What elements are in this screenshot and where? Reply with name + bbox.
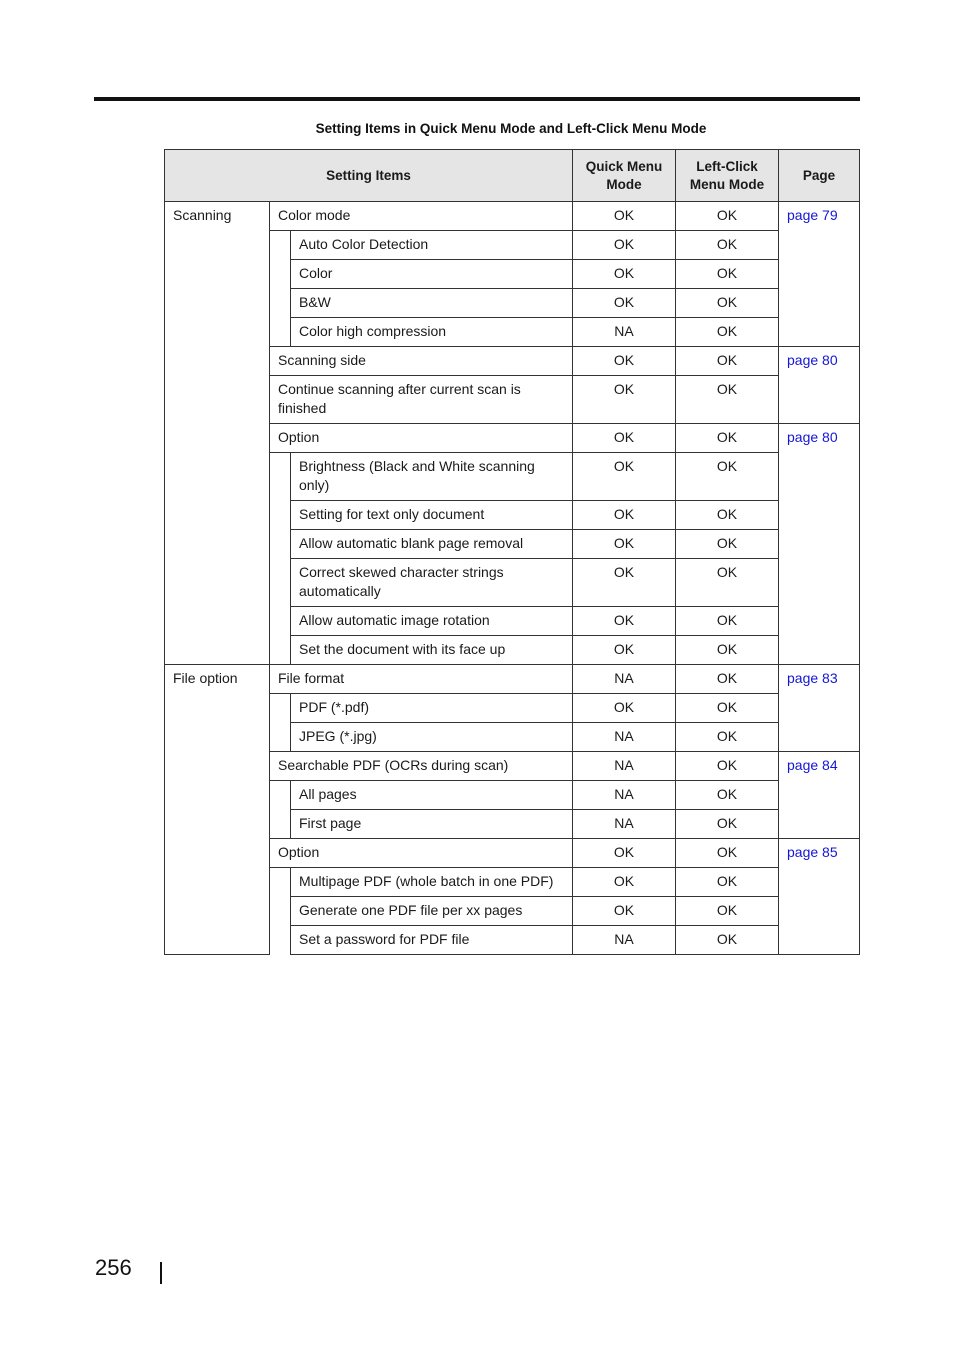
quick-menu-cell: OK [573,607,676,636]
header-page: Page [779,150,860,202]
quick-menu-cell: OK [573,636,676,665]
left-click-cell: OK [676,453,779,501]
quick-menu-cell: OK [573,530,676,559]
item-cell: Option [270,839,573,868]
quick-menu-cell: OK [573,501,676,530]
quick-menu-cell: NA [573,752,676,781]
page-link[interactable]: page 80 [787,352,838,368]
sub-item-cell: Multipage PDF (whole batch in one PDF) [291,868,573,897]
left-click-cell: OK [676,752,779,781]
page-link-cell [779,202,860,347]
left-click-cell: OK [676,636,779,665]
item-cell: Color mode [270,202,573,231]
left-click-cell: OK [676,559,779,607]
table-row [165,376,860,424]
quick-menu-cell: OK [573,231,676,260]
top-rule [94,97,860,101]
sub-item-cell: Brightness (Black and White scanning only) [291,453,573,501]
page-link-cell [779,665,860,752]
sub-item-cell: Color [291,260,573,289]
quick-menu-cell: NA [573,723,676,752]
page-link-cell [779,424,860,665]
sub-item-cell: Color high compression [291,318,573,347]
quick-menu-cell: NA [573,318,676,347]
table-row [165,694,860,723]
sub-item-cell: Correct skewed character strings automatically [291,559,573,607]
left-click-cell: OK [676,665,779,694]
page-link[interactable]: page 79 [787,207,838,223]
sub-item-cell: Allow automatic image rotation [291,607,573,636]
table-row [165,752,860,781]
quick-menu-cell: OK [573,839,676,868]
table-row [165,665,860,694]
left-click-cell: OK [676,926,779,955]
header-quick-menu-mode: Quick Menu Mode [573,150,676,202]
page-number: 256 [95,1255,132,1280]
sub-item-cell: Generate one PDF file per xx pages [291,897,573,926]
item-cell: Continue scanning after current scan is finished [270,376,573,424]
left-click-cell: OK [676,530,779,559]
left-click-cell: OK [676,607,779,636]
quick-menu-cell: OK [573,289,676,318]
indent-cell [270,868,291,955]
left-click-cell: OK [676,839,779,868]
page-link-cell [779,839,860,955]
item-cell: Searchable PDF (OCRs during scan) [270,752,573,781]
quick-menu-cell: NA [573,810,676,839]
left-click-cell: OK [676,318,779,347]
left-click-cell: OK [676,723,779,752]
indent-cell [270,231,291,347]
sub-item-cell: B&W [291,289,573,318]
quick-menu-cell: OK [573,453,676,501]
table-row [165,231,860,260]
quick-menu-cell: OK [573,897,676,926]
left-click-cell: OK [676,289,779,318]
left-click-cell: OK [676,897,779,926]
quick-menu-cell: OK [573,559,676,607]
table-row [165,839,860,868]
sub-item-cell: Set a password for PDF file [291,926,573,955]
quick-menu-cell: OK [573,694,676,723]
table-row [165,424,860,453]
left-click-cell: OK [676,810,779,839]
left-click-cell: OK [676,868,779,897]
table-caption: Setting Items in Quick Menu Mode and Left-Click Menu Mode [315,121,707,136]
left-click-cell: OK [676,347,779,376]
sub-item-cell: First page [291,810,573,839]
sub-item-cell: Allow automatic blank page removal [291,530,573,559]
header-left-click-menu-mode: Left-Click Menu Mode [676,150,779,202]
page-link[interactable]: page 84 [787,757,838,773]
page-link-cell [779,752,860,839]
page-link[interactable]: page 83 [787,670,838,686]
item-cell: File format [270,665,573,694]
category-cell: Scanning [165,202,270,665]
left-click-cell: OK [676,231,779,260]
left-click-cell: OK [676,694,779,723]
quick-menu-cell: NA [573,781,676,810]
sub-item-cell: All pages [291,781,573,810]
sub-item-cell: Auto Color Detection [291,231,573,260]
indent-cell [270,694,291,752]
table-row [165,781,860,810]
item-cell: Option [270,424,573,453]
header-setting-items: Setting Items [165,150,573,202]
sub-item-cell: JPEG (*.jpg) [291,723,573,752]
left-click-cell: OK [676,501,779,530]
left-click-cell: OK [676,376,779,424]
left-click-cell: OK [676,260,779,289]
table-row [165,453,860,501]
table-row [165,202,860,231]
quick-menu-cell: NA [573,926,676,955]
item-cell: Scanning side [270,347,573,376]
table-row [165,868,860,897]
quick-menu-cell: OK [573,424,676,453]
left-click-cell: OK [676,424,779,453]
sub-item-cell: Setting for text only document [291,501,573,530]
indent-cell [270,453,291,665]
page-link[interactable]: page 85 [787,844,838,860]
page-link[interactable]: page 80 [787,429,838,445]
quick-menu-cell: OK [573,347,676,376]
table-row [165,347,860,376]
left-click-cell: OK [676,202,779,231]
quick-menu-cell: OK [573,376,676,424]
category-cell: File option [165,665,270,955]
quick-menu-cell: OK [573,202,676,231]
sub-item-cell: PDF (*.pdf) [291,694,573,723]
sub-item-cell: Set the document with its face up [291,636,573,665]
page-link-cell [779,347,860,424]
quick-menu-cell: OK [573,260,676,289]
quick-menu-cell: NA [573,665,676,694]
quick-menu-cell: OK [573,868,676,897]
indent-cell [270,781,291,839]
page-number-divider [160,1262,162,1284]
left-click-cell: OK [676,781,779,810]
settings-table [164,149,860,955]
